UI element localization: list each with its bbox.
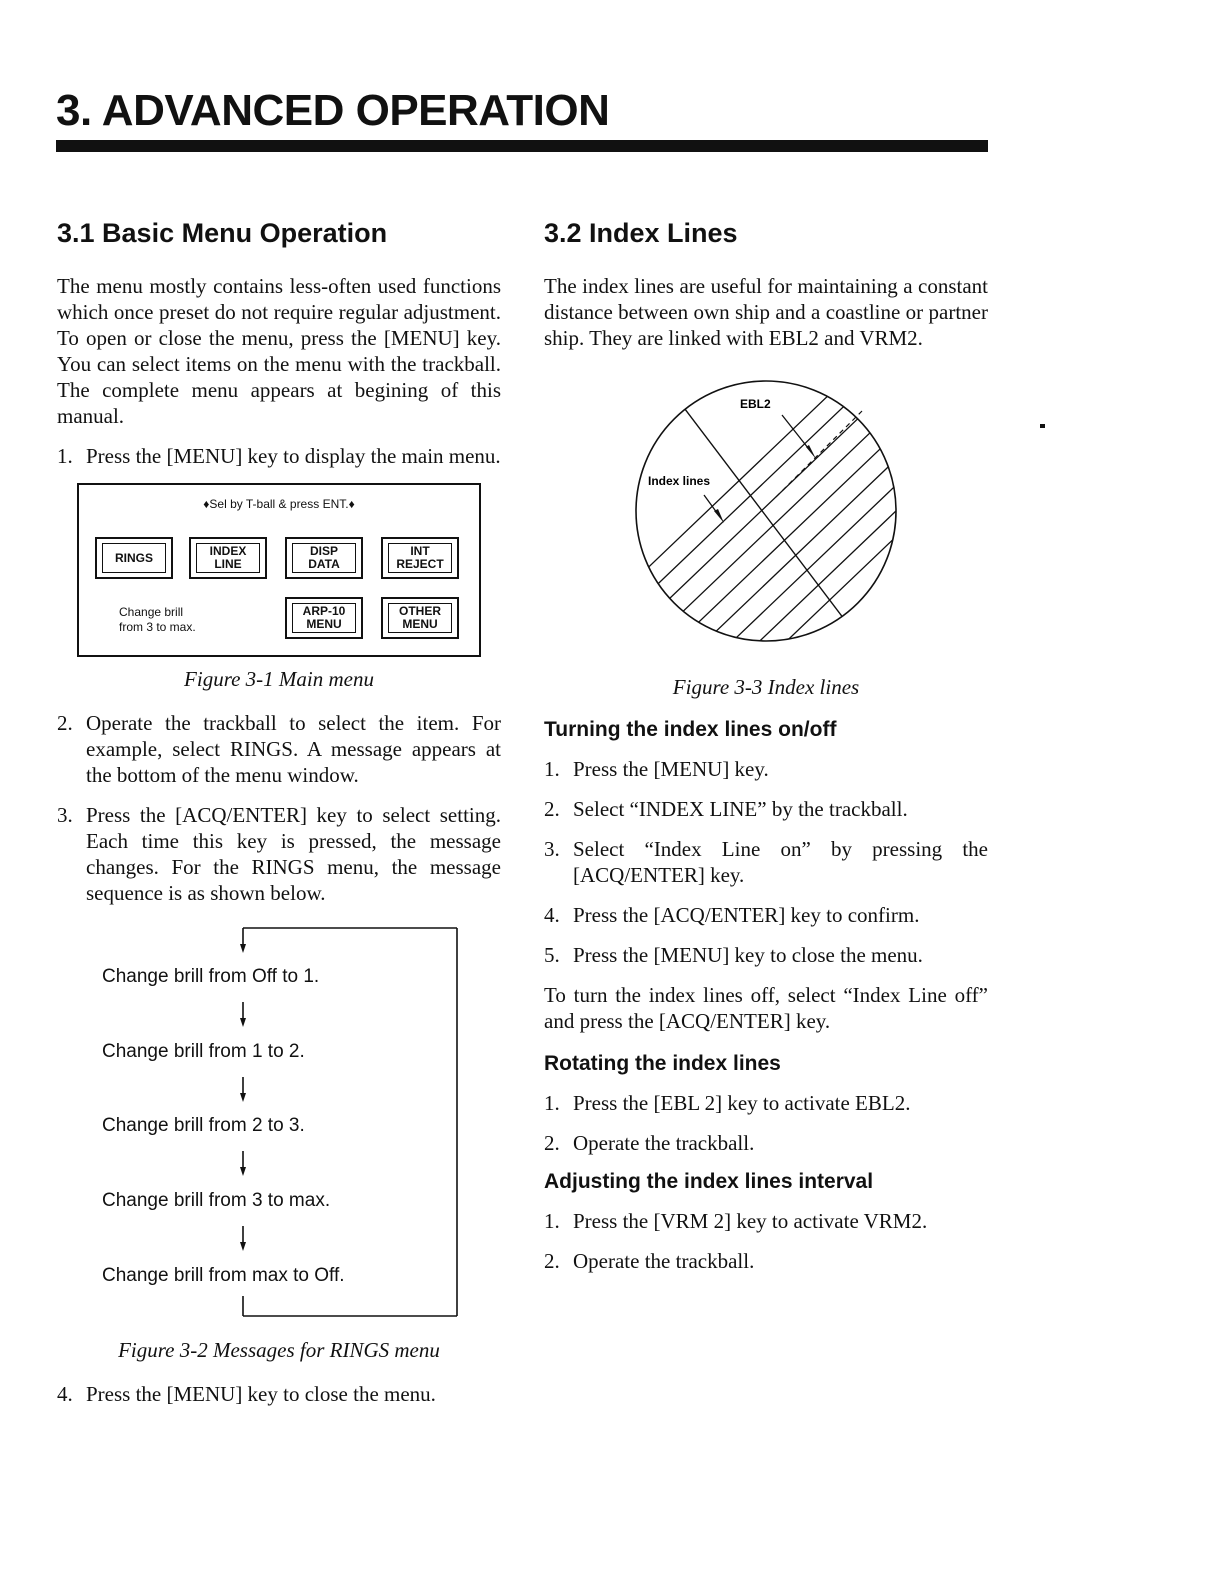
step-number: 1. bbox=[544, 1209, 560, 1233]
other-menu-button-label: OTHER MENU bbox=[388, 603, 452, 633]
step-list bbox=[57, 443, 501, 469]
index-lines-label: Index lines bbox=[648, 474, 711, 488]
step-item bbox=[544, 1208, 988, 1234]
step-text: Press the [EBL 2] key to activate EBL2. bbox=[573, 1091, 911, 1115]
arp10-menu-button-label: ARP-10 MENU bbox=[292, 603, 356, 633]
down-arrow-icon bbox=[239, 1151, 249, 1177]
step-item bbox=[544, 1248, 988, 1274]
menu-status-message bbox=[119, 605, 196, 635]
section-heading: 3.2 Index Lines bbox=[544, 218, 738, 248]
section-intro: The index lines are useful for maintaining a constant distance between own ship and a coastline or partner ship. They are linked with EBL2 and VRM2. bbox=[544, 274, 988, 350]
step-number: 2. bbox=[57, 711, 73, 735]
step-item bbox=[544, 942, 988, 968]
index-line-button[interactable] bbox=[189, 537, 267, 579]
step-number: 1. bbox=[57, 444, 73, 468]
step-item bbox=[57, 1381, 501, 1407]
step-item bbox=[544, 756, 988, 782]
chapter-title: 3. ADVANCED OPERATION bbox=[56, 86, 610, 135]
step-number: 4. bbox=[57, 1382, 73, 1406]
step-text: Press the [ACQ/ENTER] key to select setting. Each time this key is pressed, the message changes. For the RINGS menu, the message sequence is as shown below. bbox=[86, 803, 501, 905]
step-list bbox=[57, 710, 501, 906]
disp-data-button-label: DISP DATA bbox=[292, 543, 356, 573]
step-number: 1. bbox=[544, 757, 560, 781]
flow-message: Change brill from 2 to 3. bbox=[102, 1115, 305, 1136]
step-item bbox=[544, 836, 988, 888]
step-list bbox=[544, 1208, 988, 1274]
stray-mark bbox=[1040, 424, 1045, 428]
section-intro: The menu mostly contains less-often used functions which once preset do not require regular adjustment. To open or close the menu, press the [MENU] key. You can select items on the menu with the trackball. The complete menu appears at begining of this manual. bbox=[57, 274, 501, 428]
step-text: Select “Index Line on” by pressing the [ACQ/ENTER] key. bbox=[573, 837, 988, 887]
step-item bbox=[544, 1130, 988, 1156]
step-number: 1. bbox=[544, 1091, 560, 1115]
step-list bbox=[57, 1381, 501, 1407]
step-text: Press the [MENU] key. bbox=[573, 757, 769, 781]
menu-status-line1: Change brill bbox=[119, 605, 184, 619]
step-item bbox=[544, 902, 988, 928]
int-reject-button-label: INT REJECT bbox=[388, 543, 452, 573]
parallel-index-lines bbox=[634, 365, 988, 661]
int-reject-button[interactable] bbox=[381, 537, 459, 579]
subsection-heading: Turning the index lines on/off bbox=[544, 718, 837, 741]
figure-caption: Figure 3-3 Index lines bbox=[672, 675, 860, 699]
step-text: Operate the trackball. bbox=[573, 1131, 755, 1155]
down-arrow-icon bbox=[239, 1077, 249, 1103]
step-number: 3. bbox=[544, 837, 560, 861]
index-lines-diagram bbox=[544, 365, 988, 661]
step-item bbox=[544, 796, 988, 822]
rings-button[interactable] bbox=[95, 537, 173, 579]
index-lines-figure bbox=[544, 365, 988, 661]
arrowhead-icon bbox=[714, 509, 724, 523]
other-menu-button[interactable] bbox=[381, 597, 459, 639]
menu-header: ♦Sel by T-ball & press ENT.♦ bbox=[203, 497, 355, 511]
step-number: 2. bbox=[544, 797, 560, 821]
step-item bbox=[544, 1090, 988, 1116]
arp10-menu-button[interactable] bbox=[285, 597, 363, 639]
step-text: Select “INDEX LINE” by the trackball. bbox=[573, 797, 908, 821]
step-text: Press the [MENU] key to close the menu. bbox=[573, 943, 923, 967]
main-menu-figure bbox=[77, 483, 481, 657]
figure-caption: Figure 3-1 Main menu bbox=[184, 667, 374, 691]
down-arrow-icon bbox=[239, 1226, 249, 1252]
step-text: Press the [ACQ/ENTER] key to confirm. bbox=[573, 903, 920, 927]
step-item bbox=[57, 710, 501, 788]
index-line-button-label: INDEX LINE bbox=[196, 543, 260, 573]
step-number: 5. bbox=[544, 943, 560, 967]
rings-message-sequence-figure bbox=[57, 924, 477, 1324]
section-basic-menu-operation bbox=[57, 218, 501, 1421]
subsection-heading: Rotating the index lines bbox=[544, 1052, 781, 1075]
step-item bbox=[57, 443, 501, 469]
step-list bbox=[544, 756, 988, 968]
section-index-lines bbox=[544, 218, 988, 1288]
rings-button-label: RINGS bbox=[102, 543, 166, 573]
subsection-heading: Adjusting the index lines interval bbox=[544, 1170, 874, 1193]
step-item bbox=[57, 802, 501, 906]
step-text: Press the [MENU] key to display the main menu. bbox=[86, 444, 501, 468]
flow-message: Change brill from Off to 1. bbox=[102, 966, 320, 987]
menu-status-line2: from 3 to max. bbox=[119, 620, 196, 634]
disp-data-button[interactable] bbox=[285, 537, 363, 579]
step-number: 2. bbox=[544, 1249, 560, 1273]
step-text: Press the [VRM 2] key to activate VRM2. bbox=[573, 1209, 928, 1233]
step-number: 2. bbox=[544, 1131, 560, 1155]
turn-off-note: To turn the index lines off, select “Index Line off” and press the [ACQ/ENTER] key. bbox=[544, 983, 988, 1033]
step-text: Operate the trackball to select the item. For example, select RINGS. A message appears at the bottom of the menu window. bbox=[86, 711, 501, 787]
step-text: Operate the trackball. bbox=[573, 1249, 755, 1273]
step-number: 4. bbox=[544, 903, 560, 927]
flow-message: Change brill from max to Off. bbox=[102, 1265, 345, 1286]
flow-message: Change brill from 3 to max. bbox=[102, 1190, 331, 1211]
figure-caption: Figure 3-2 Messages for RINGS menu bbox=[118, 1338, 440, 1362]
step-text: Press the [MENU] key to close the menu. bbox=[86, 1382, 436, 1406]
step-number: 3. bbox=[57, 803, 73, 827]
arrowhead-icon bbox=[806, 445, 816, 459]
chapter-rule bbox=[56, 140, 988, 152]
step-list bbox=[544, 1090, 988, 1156]
section-heading: 3.1 Basic Menu Operation bbox=[57, 218, 388, 248]
down-arrow-icon bbox=[239, 928, 249, 954]
ebl2-label: EBL2 bbox=[740, 397, 771, 411]
flow-message: Change brill from 1 to 2. bbox=[102, 1041, 305, 1062]
down-arrow-icon bbox=[239, 1002, 249, 1028]
